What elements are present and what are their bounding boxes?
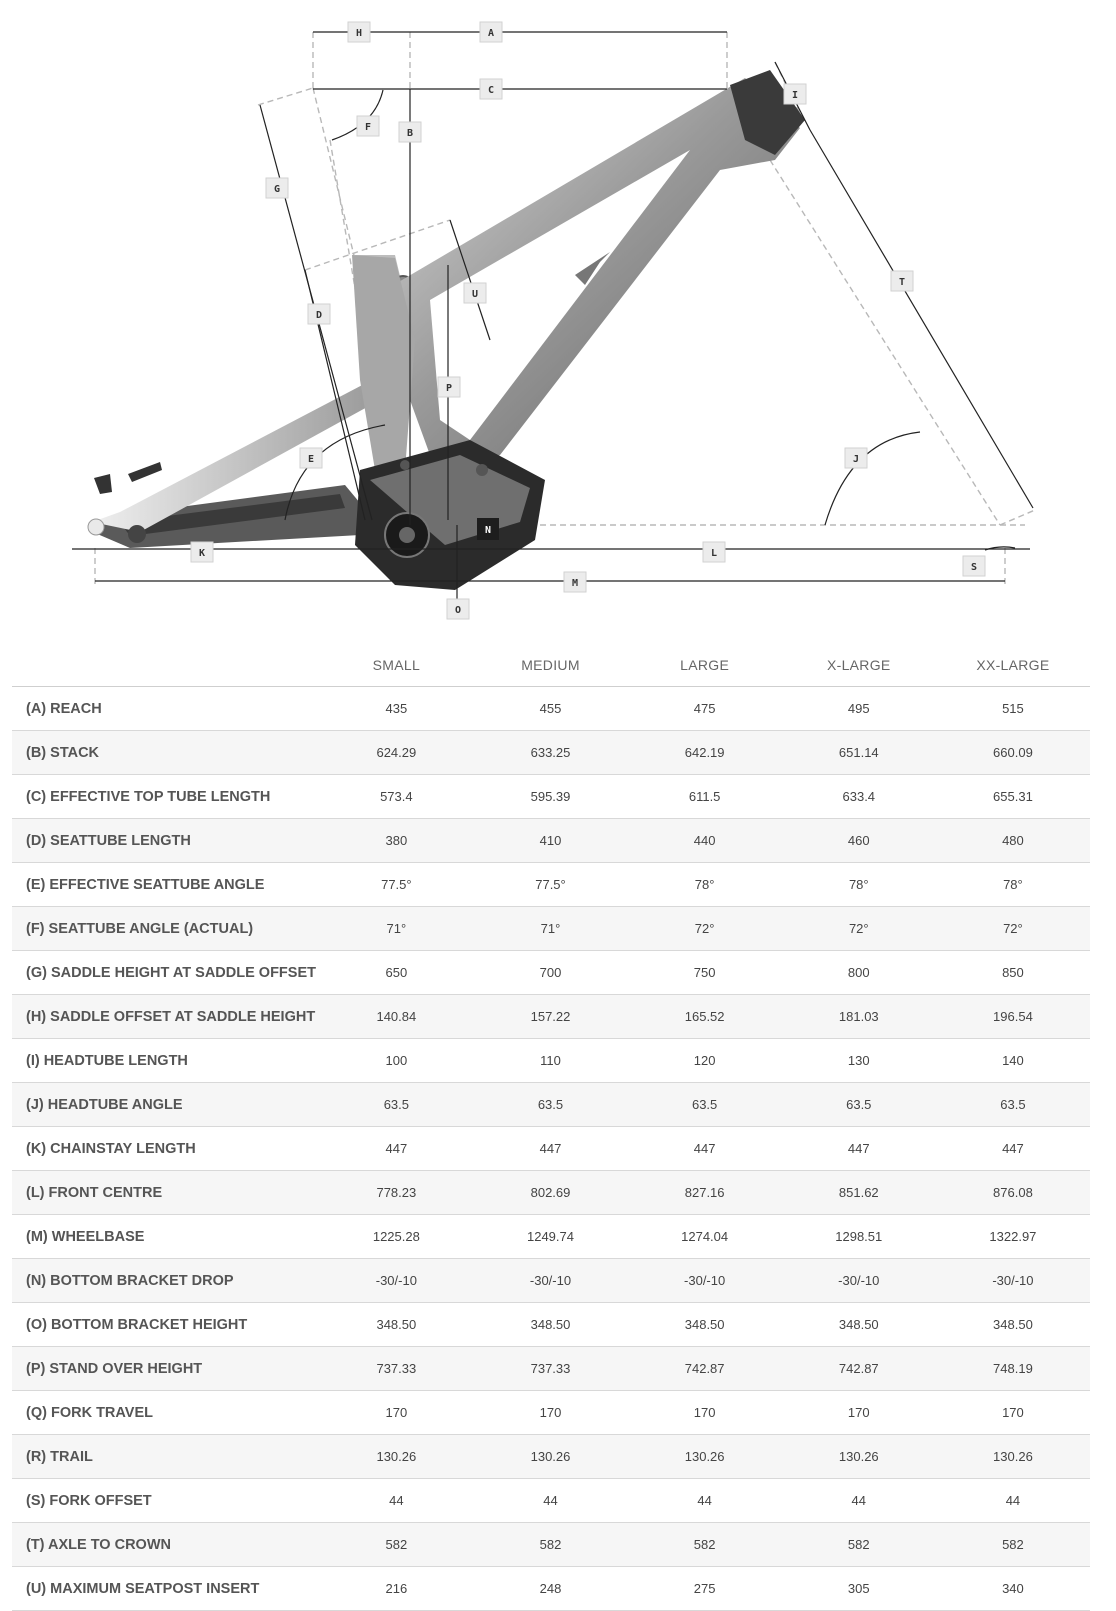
table-cell: 63.5 (782, 1083, 936, 1127)
table-cell: 650 (319, 951, 473, 995)
row-label: (S) FORK OFFSET (12, 1479, 319, 1523)
table-row (12, 819, 1090, 863)
row-label: (H) SADDLE OFFSET AT SADDLE HEIGHT (12, 995, 319, 1039)
row-label: (F) SEATTUBE ANGLE (ACTUAL) (12, 907, 319, 951)
table-cell: 1274.04 (628, 1215, 782, 1259)
label-k (191, 542, 213, 562)
table-cell: 78° (782, 863, 936, 907)
row-label: (G) SADDLE HEIGHT AT SADDLE OFFSET (12, 951, 319, 995)
svg-text:F: F (364, 122, 372, 133)
table-cell: 348.50 (628, 1303, 782, 1347)
table-cell: 642.19 (628, 731, 782, 775)
row-label: (I) HEADTUBE LENGTH (12, 1039, 319, 1083)
table-cell: 130.26 (936, 1435, 1090, 1479)
table-cell: 633.4 (782, 775, 936, 819)
table-cell: 157.22 (473, 995, 627, 1039)
table-cell: 742.87 (782, 1347, 936, 1391)
column-header: XX-LARGE (936, 643, 1090, 687)
bike-frame-drawing (0, 0, 1116, 640)
table-cell: 480 (936, 819, 1090, 863)
svg-text:B: B (406, 128, 414, 139)
frame-geometry-diagram (0, 0, 1116, 640)
label-o (447, 599, 469, 619)
table-cell: 44 (628, 1479, 782, 1523)
row-label: (R) TRAIL (12, 1435, 319, 1479)
svg-text:N: N (484, 525, 492, 536)
frame-body (88, 70, 805, 590)
svg-text:P: P (445, 383, 453, 394)
table-cell: 63.5 (628, 1083, 782, 1127)
row-label: (N) BOTTOM BRACKET DROP (12, 1259, 319, 1303)
table-cell: 595.39 (473, 775, 627, 819)
table-row (12, 731, 1090, 775)
table-row (12, 1391, 1090, 1435)
label-d (308, 304, 330, 324)
table-cell: 44 (473, 1479, 627, 1523)
row-label: (M) WHEELBASE (12, 1215, 319, 1259)
table-cell: -30/-10 (628, 1259, 782, 1303)
table-cell: 447 (319, 1127, 473, 1171)
column-header: SMALL (319, 643, 473, 687)
table-cell: 851.62 (782, 1171, 936, 1215)
label-c (480, 79, 502, 99)
table-cell: 170 (319, 1391, 473, 1435)
svg-text:K: K (198, 548, 206, 559)
label-n (477, 518, 499, 540)
table-cell: 460 (782, 819, 936, 863)
table-cell: 742.87 (628, 1347, 782, 1391)
table-cell: 130 (782, 1039, 936, 1083)
table-cell: 573.4 (319, 775, 473, 819)
table-cell: 130.26 (473, 1435, 627, 1479)
label-f (357, 116, 379, 136)
row-label: (O) BOTTOM BRACKET HEIGHT (12, 1303, 319, 1347)
table-cell: 181.03 (782, 995, 936, 1039)
table-row (12, 863, 1090, 907)
row-label: (B) STACK (12, 731, 319, 775)
table-row (12, 1171, 1090, 1215)
svg-text:L: L (710, 548, 718, 559)
table-row (12, 1215, 1090, 1259)
label-j (845, 448, 867, 468)
svg-text:U: U (471, 289, 479, 300)
svg-text:O: O (454, 605, 462, 616)
table-cell: 582 (936, 1523, 1090, 1567)
table-cell: -30/-10 (473, 1259, 627, 1303)
svg-text:C: C (487, 85, 495, 96)
table-cell: 63.5 (936, 1083, 1090, 1127)
table-row (12, 1259, 1090, 1303)
table-header-row (12, 643, 1090, 687)
table-cell: -30/-10 (936, 1259, 1090, 1303)
table-cell: 737.33 (319, 1347, 473, 1391)
table-cell: 700 (473, 951, 627, 995)
table-cell: 800 (782, 951, 936, 995)
svg-text:I: I (791, 90, 799, 101)
header-blank (12, 643, 319, 687)
table-cell: -30/-10 (782, 1259, 936, 1303)
table-row (12, 995, 1090, 1039)
table-cell: 611.5 (628, 775, 782, 819)
table-cell: 340 (936, 1567, 1090, 1611)
table-row (12, 907, 1090, 951)
table-cell: 120 (628, 1039, 782, 1083)
table-cell: 140 (936, 1039, 1090, 1083)
table-cell: 77.5° (319, 863, 473, 907)
table-cell: 651.14 (782, 731, 936, 775)
label-e (300, 448, 322, 468)
table-cell: 71° (473, 907, 627, 951)
table-cell: 78° (628, 863, 782, 907)
table-cell: 475 (628, 687, 782, 731)
table-cell: 495 (782, 687, 936, 731)
table-cell: 130.26 (628, 1435, 782, 1479)
table-cell: 876.08 (936, 1171, 1090, 1215)
table-cell: 380 (319, 819, 473, 863)
table-row (12, 1039, 1090, 1083)
table-cell: 77.5° (473, 863, 627, 907)
svg-text:H: H (355, 28, 363, 39)
table-cell: 440 (628, 819, 782, 863)
svg-text:D: D (315, 310, 323, 321)
column-header: MEDIUM (473, 643, 627, 687)
row-label: (J) HEADTUBE ANGLE (12, 1083, 319, 1127)
table-cell: 130.26 (319, 1435, 473, 1479)
row-label: (C) EFFECTIVE TOP TUBE LENGTH (12, 775, 319, 819)
table-cell: 582 (473, 1523, 627, 1567)
label-b (399, 122, 421, 142)
table-cell: 348.50 (319, 1303, 473, 1347)
label-s (963, 556, 985, 576)
table-cell: 660.09 (936, 731, 1090, 775)
svg-text:E: E (307, 454, 315, 465)
table-body (12, 687, 1090, 1611)
table-cell: 196.54 (936, 995, 1090, 1039)
table-cell: 216 (319, 1567, 473, 1611)
table-cell: 633.25 (473, 731, 627, 775)
table-row (12, 1083, 1090, 1127)
table-cell: 110 (473, 1039, 627, 1083)
table-cell: 72° (936, 907, 1090, 951)
svg-text:T: T (898, 277, 906, 288)
row-label: (Q) FORK TRAVEL (12, 1391, 319, 1435)
svg-text:M: M (571, 578, 579, 589)
table-cell: 515 (936, 687, 1090, 731)
table-cell: 582 (628, 1523, 782, 1567)
table-row (12, 1303, 1090, 1347)
table-cell: 170 (936, 1391, 1090, 1435)
table-cell: 655.31 (936, 775, 1090, 819)
table-row (12, 1567, 1090, 1611)
table-cell: 140.84 (319, 995, 473, 1039)
table-cell: 1322.97 (936, 1215, 1090, 1259)
table-row (12, 1347, 1090, 1391)
table-cell: -30/-10 (319, 1259, 473, 1303)
table-cell: 582 (782, 1523, 936, 1567)
table-cell: 63.5 (473, 1083, 627, 1127)
table-cell: 44 (319, 1479, 473, 1523)
label-t (891, 271, 913, 291)
table-cell: 410 (473, 819, 627, 863)
table-cell: 737.33 (473, 1347, 627, 1391)
table-cell: 802.69 (473, 1171, 627, 1215)
row-label: (P) STAND OVER HEIGHT (12, 1347, 319, 1391)
row-label: (A) REACH (12, 687, 319, 731)
table-cell: 348.50 (936, 1303, 1090, 1347)
svg-text:J: J (852, 454, 860, 465)
row-label: (E) EFFECTIVE SEATTUBE ANGLE (12, 863, 319, 907)
table-cell: 750 (628, 951, 782, 995)
table-cell: 447 (782, 1127, 936, 1171)
table-cell: 348.50 (782, 1303, 936, 1347)
label-i (784, 84, 806, 104)
column-header: X-LARGE (782, 643, 936, 687)
table-cell: 435 (319, 687, 473, 731)
label-p (438, 377, 460, 397)
table-row (12, 1523, 1090, 1567)
table-cell: 447 (936, 1127, 1090, 1171)
label-m (564, 572, 586, 592)
table-cell: 748.19 (936, 1347, 1090, 1391)
table-cell: 78° (936, 863, 1090, 907)
row-label: (K) CHAINSTAY LENGTH (12, 1127, 319, 1171)
label-a (480, 22, 502, 42)
table-row (12, 1435, 1090, 1479)
table-cell: 850 (936, 951, 1090, 995)
table-row (12, 1479, 1090, 1523)
svg-text:A: A (487, 28, 495, 39)
table-cell: 1225.28 (319, 1215, 473, 1259)
table-cell: 1249.74 (473, 1215, 627, 1259)
table-cell: 72° (782, 907, 936, 951)
table-cell: 1298.51 (782, 1215, 936, 1259)
column-header: LARGE (628, 643, 782, 687)
row-label: (D) SEATTUBE LENGTH (12, 819, 319, 863)
table-cell: 44 (936, 1479, 1090, 1523)
table-row (12, 775, 1090, 819)
table-cell: 100 (319, 1039, 473, 1083)
table-cell: 130.26 (782, 1435, 936, 1479)
label-g (266, 178, 288, 198)
table-cell: 305 (782, 1567, 936, 1611)
table-cell: 447 (628, 1127, 782, 1171)
geometry-table (12, 643, 1090, 1611)
table-cell: 582 (319, 1523, 473, 1567)
label-l (703, 542, 725, 562)
svg-text:G: G (273, 184, 281, 195)
table-row (12, 1127, 1090, 1171)
row-label: (L) FRONT CENTRE (12, 1171, 319, 1215)
table-cell: 248 (473, 1567, 627, 1611)
table-cell: 170 (628, 1391, 782, 1435)
table-cell: 71° (319, 907, 473, 951)
table-cell: 170 (782, 1391, 936, 1435)
table-cell: 447 (473, 1127, 627, 1171)
table-cell: 63.5 (319, 1083, 473, 1127)
row-label: (U) MAXIMUM SEATPOST INSERT (12, 1567, 319, 1611)
table-cell: 72° (628, 907, 782, 951)
table-cell: 455 (473, 687, 627, 731)
table-cell: 275 (628, 1567, 782, 1611)
row-label: (T) AXLE TO CROWN (12, 1523, 319, 1567)
table-cell: 165.52 (628, 995, 782, 1039)
label-h (348, 22, 370, 42)
table-cell: 827.16 (628, 1171, 782, 1215)
table-row (12, 951, 1090, 995)
svg-text:S: S (970, 562, 978, 573)
label-u (464, 283, 486, 303)
table-cell: 624.29 (319, 731, 473, 775)
table-cell: 170 (473, 1391, 627, 1435)
table-cell: 44 (782, 1479, 936, 1523)
table-row (12, 687, 1090, 731)
table-cell: 348.50 (473, 1303, 627, 1347)
table-cell: 778.23 (319, 1171, 473, 1215)
